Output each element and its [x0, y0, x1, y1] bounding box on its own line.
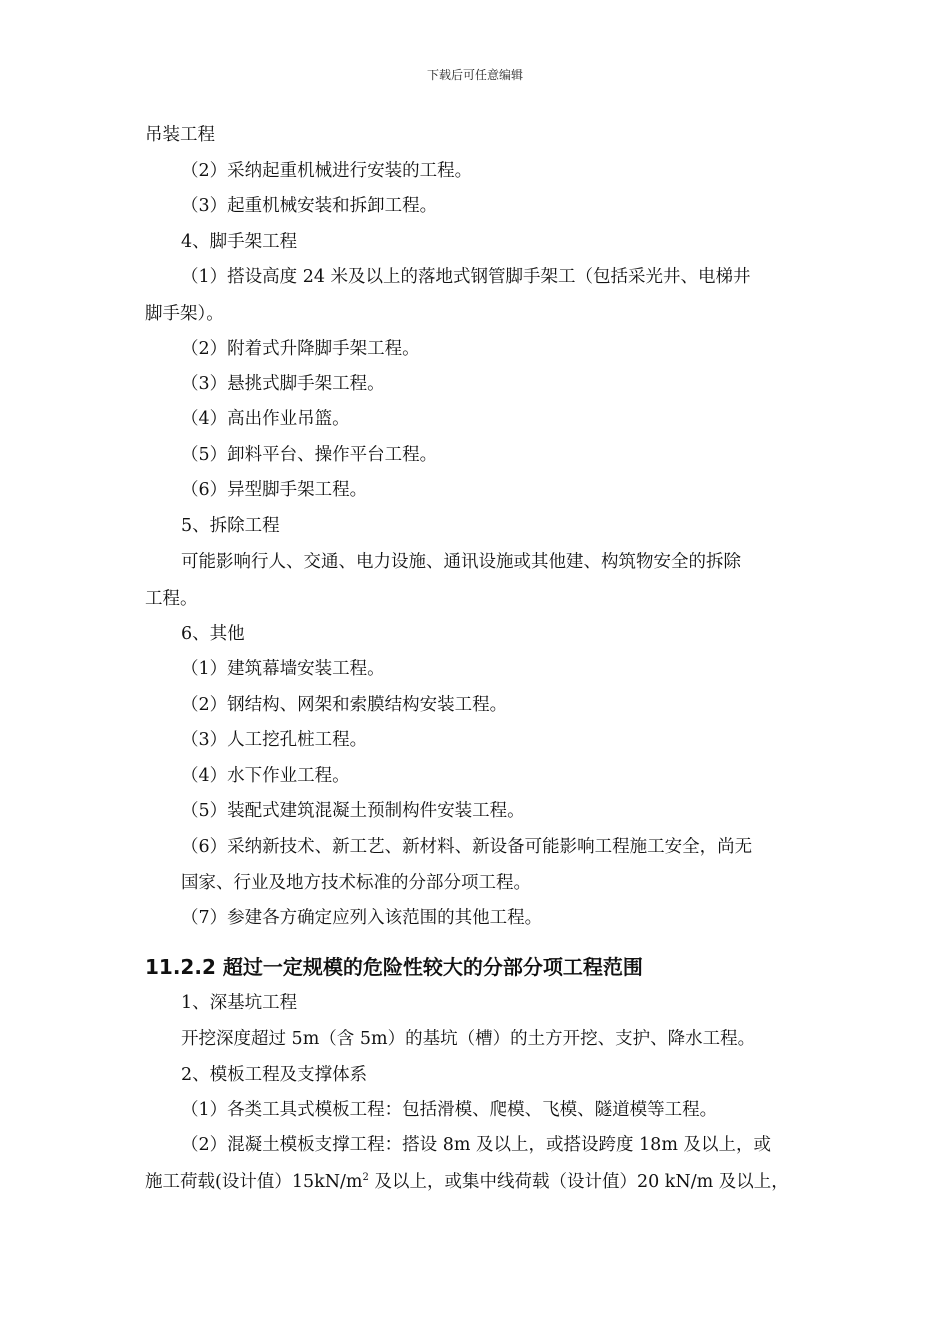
text-line: （2）钢结构、网架和索膜结构安装工程。 [181, 695, 508, 715]
text-line: 工程。 [145, 589, 198, 609]
superscript: 2 [362, 1172, 369, 1184]
text-line: （2）混凝土模板支撑工程：搭设 8m 及以上，或搭设跨度 18m 及以上，或 [181, 1135, 771, 1155]
text-line: 吊装工程 [145, 125, 215, 145]
text-line: 5、拆除工程 [181, 516, 280, 536]
text-line: （1）各类工具式模板工程：包括滑模、爬模、飞模、隧道模等工程。 [181, 1100, 718, 1120]
text-line-last [145, 1167, 789, 1197]
text-line: （1）搭设高度 24 米及以上的落地式钢管脚手架工（包括采光井、电梯井 [181, 267, 751, 287]
text-line: 2、模板工程及支撑体系 [181, 1065, 368, 1085]
text-line: （6）采纳新技术、新工艺、新材料、新设备可能影响工程施工安全，尚无 [181, 837, 753, 857]
text-segment: 施工荷载(设计值）15kN/m [145, 1172, 363, 1192]
text-line: 脚手架）。 [145, 304, 224, 324]
page-header: 下载后可任意编辑 [426, 68, 523, 82]
text-line: （5）卸料平台、操作平台工程。 [181, 445, 438, 465]
text-line: （3）人工挖孔桩工程。 [181, 730, 368, 750]
text-line: （2）采纳起重机械进行安装的工程。 [181, 161, 473, 181]
text-line: （4）水下作业工程。 [181, 766, 350, 786]
text-line: （2）附着式升降脚手架工程。 [181, 339, 420, 359]
text-line: 开挖深度超过 5m（含 5m）的基坑（槽）的土方开挖、支护、降水工程。 [181, 1029, 756, 1049]
text-line: （1）建筑幕墙安装工程。 [181, 659, 385, 679]
text-segment: 及以上，或集中线荷载（设计值）20 kN/m 及以上， [368, 1172, 789, 1192]
text-line: （4）高出作业吊篮。 [181, 409, 350, 429]
text-line: 6、其他 [181, 624, 245, 644]
text-line: （3）悬挑式脚手架工程。 [181, 374, 385, 394]
text-line: 可能影响行人、交通、电力设施、通讯设施或其他建、构筑物安全的拆除 [181, 552, 741, 572]
text-line: 国家、行业及地方技术标准的分部分项工程。 [181, 873, 531, 893]
text-line: （6）异型脚手架工程。 [181, 480, 368, 500]
text-line: 4、脚手架工程 [181, 232, 298, 252]
section-heading: 11.2.2 超过一定规模的危险性较大的分部分项工程范围 [145, 955, 643, 979]
text-line: （3）起重机械安装和拆卸工程。 [181, 196, 438, 216]
text-line: 1、深基坑工程 [181, 993, 298, 1013]
text-line: （5）装配式建筑混凝土预制构件安装工程。 [181, 801, 525, 821]
text-line: （7）参建各方确定应列入该范围的其他工程。 [181, 908, 543, 928]
